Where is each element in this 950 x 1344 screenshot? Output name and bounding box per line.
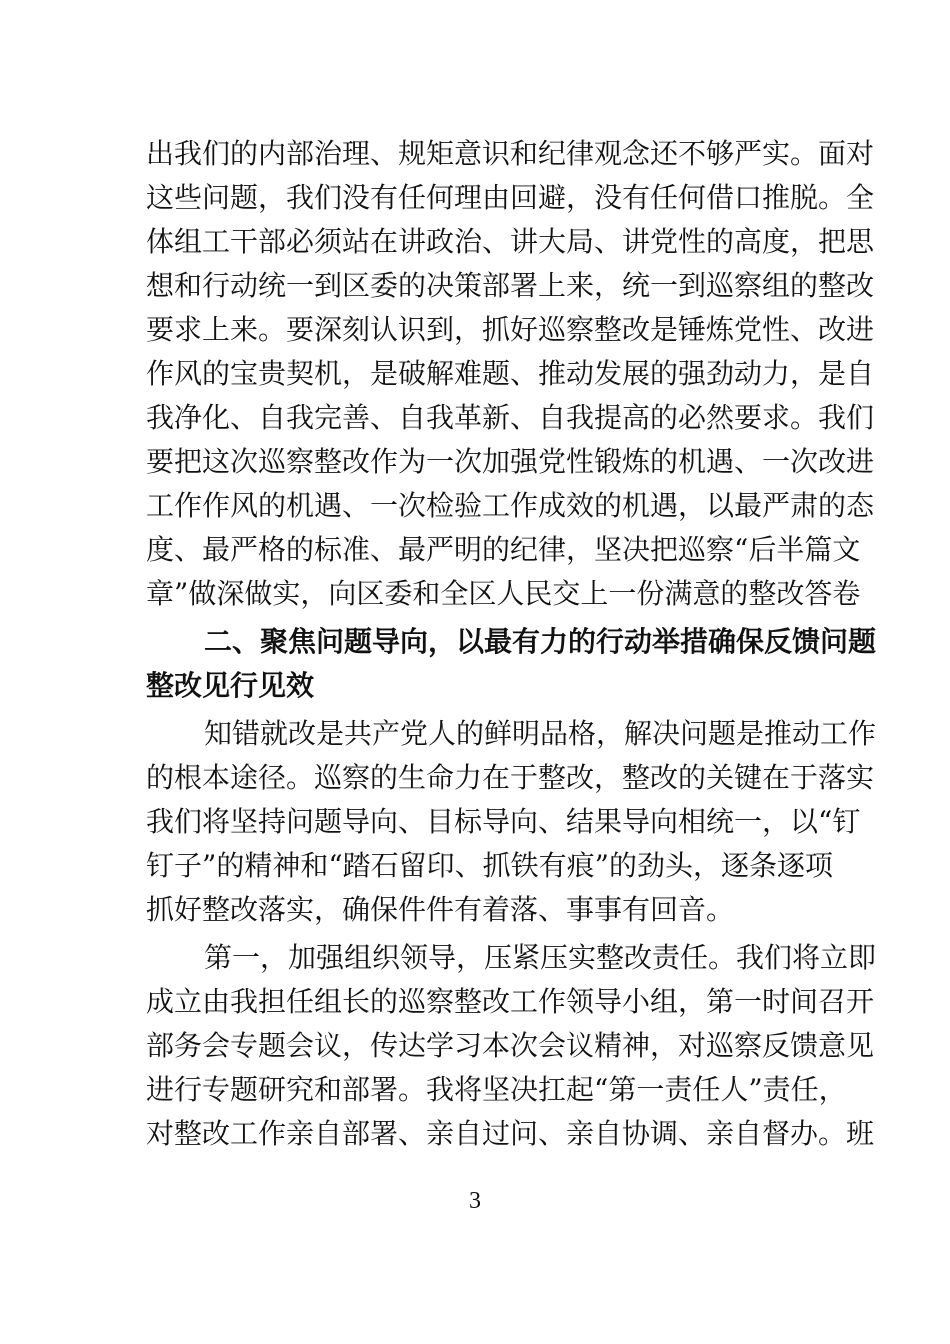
section-heading bbox=[146, 620, 877, 708]
paragraph bbox=[146, 936, 877, 1156]
text-line: 章”做深做实，向区委和全区人民交上一份满意的整改答卷 bbox=[146, 577, 861, 610]
document-body bbox=[146, 130, 877, 1156]
paragraph bbox=[146, 132, 875, 616]
text-line: 度、最严格的标准、最严明的纪律，坚决把巡察“后半篇文 bbox=[146, 533, 861, 566]
text-line: 要求上来。要深刻认识到，抓好巡察整改是锤炼党性、改进 bbox=[146, 313, 875, 346]
text-line: 体组工干部必须站在讲政治、讲大局、讲党性的高度，把思 bbox=[146, 225, 875, 258]
text-line: 抓好整改落实，确保件件有着落、事事有回音。 bbox=[146, 893, 735, 926]
paragraph bbox=[146, 712, 877, 932]
text-line: 对整改工作亲自部署、亲自过问、亲自协调、亲自督办。班 bbox=[146, 1117, 875, 1150]
text-line: 工作作风的机遇、一次检验工作成效的机遇，以最严肃的态 bbox=[146, 489, 875, 522]
text-line: 部务会专题会议，传达学习本次会议精神，对巡察反馈意见 bbox=[146, 1029, 875, 1062]
text-line: 的根本途径。巡察的生命力在于整改，整改的关键在于落实 bbox=[146, 761, 875, 794]
text-line: 想和行动统一到区委的决策部署上来，统一到巡察组的整改 bbox=[146, 269, 875, 302]
text-line: 要把这次巡察整改作为一次加强党性锻炼的机遇、一次改进 bbox=[146, 445, 875, 478]
text-line: 第一，加强组织领导，压紧压实整改责任。我们将立即 bbox=[204, 941, 877, 974]
text-line: 知错就改是共产党人的鲜明品格，解决问题是推动工作 bbox=[204, 717, 877, 750]
text-line: 我们将坚持问题导向、目标导向、结果导向相统一，以“钉 bbox=[146, 805, 861, 838]
text-line: 我净化、自我完善、自我革新、自我提高的必然要求。我们 bbox=[146, 401, 875, 434]
text-line: 整改见行见效 bbox=[146, 669, 315, 702]
text-line: 成立由我担任组长的巡察整改工作领导小组，第一时间召开 bbox=[146, 985, 875, 1018]
text-line: 这些问题，我们没有任何理由回避，没有任何借口推脱。全 bbox=[146, 181, 875, 214]
text-line: 出我们的内部治理、规矩意识和纪律观念还不够严实。面对 bbox=[146, 137, 875, 170]
text-line: 作风的宝贵契机，是破解难题、推动发展的强劲动力，是自 bbox=[146, 357, 875, 390]
text-line: 进行专题研究和部署。我将坚决扛起“第一责任人”责任， bbox=[146, 1073, 847, 1106]
page-number: 3 bbox=[469, 1188, 481, 1214]
text-line: 钉子”的精神和“踏石留印、抓铁有痕”的劲头，逐条逐项 bbox=[146, 849, 833, 882]
text-line: 二、聚焦问题导向，以最有力的行动举措确保反馈问题 bbox=[204, 625, 877, 658]
